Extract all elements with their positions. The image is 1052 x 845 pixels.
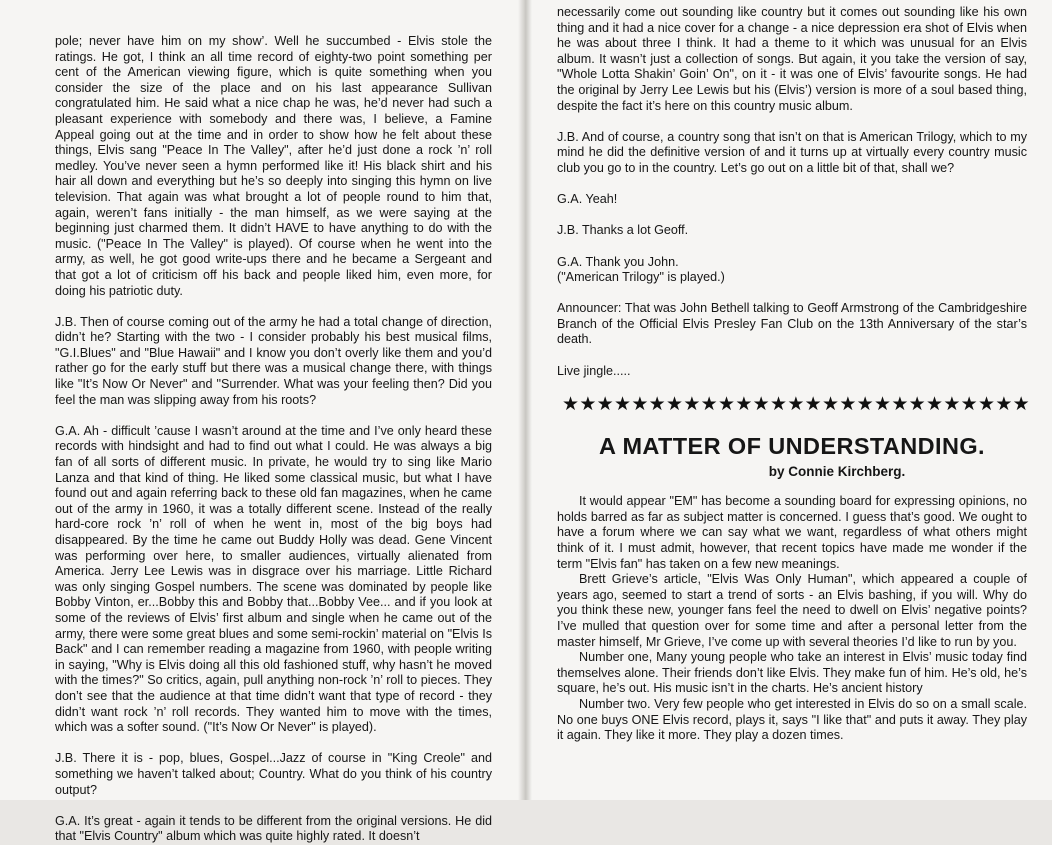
article-paragraph: Brett Grieve’s article, "Elvis Was Only Human", which appeared a couple of years ago, seemed to start a trend of sorts - an Elvis bashing, if you will. Why do you think these new, younger fans feel the need to dwell on Elvis’ negative points? I’ve mulled that question over for some time and after a personal letter from the master himself, Mr Grieve, I’ve come up with several theories I’d like to run by you.	[557, 572, 1027, 649]
body-paragraph: necessarily come out sounding like country but it comes out sounding like his own thing and it had a nice cover for a change - a nice depression era shot of Elvis when he was about three I think. It had a theme to it which was unusual for an Elvis album. It wasn’t just a collection of songs. But again, it you take the version of say, "Whole Lotta Shakin’ Goin’ On", on it - it was one of Elvis’ favourite songs. He had the original by Jerry Lee Lewis but his (Elvis’) version is more of a soul based thing, despite the fact it’s here on this country music album.	[557, 5, 1027, 113]
body-paragraph: J.B. There it is - pop, blues, Gospel...Jazz of course in "King Creole" and something we haven’t talked about; Country. What do you think of his country output?	[55, 751, 492, 797]
dialogue-line: G.A. Yeah!	[557, 192, 618, 207]
dialogue-line: J.B. Thanks a lot Geoff.	[557, 223, 689, 238]
left-page	[0, 0, 522, 844]
article-paragraph: Number two. Very few people who get interested in Elvis do so on a small scale. No one buys ONE Elvis record, plays it, says "I like that" and puts it away. They play it again. They like it more. They play a dozen times.	[557, 696, 1027, 743]
page-gutter	[518, 0, 532, 800]
right-page	[526, 0, 1052, 800]
body-paragraph: Announcer: That was John Bethell talking to Geoff Armstrong of the Cambridgeshire Branch of the Official Elvis Presley Fan Club on the 13th Anniversary of the star’s death.	[557, 301, 1027, 347]
article-paragraph: Number one, Many young people who take an interest in Elvis’ music today find themselves alone. Their friends don’t like Elvis. They make fun of him. He’s old, he’s square, he’s out. His music isn’t in the charts. He’s ancient history	[557, 650, 1027, 696]
dialogue-line: Live jingle.....	[557, 363, 631, 378]
article-byline: by Connie Kirchberg.	[768, 464, 906, 480]
body-paragraph: J.B. Then of course coming out of the army he had a total change of direction, didn’t he? Starting with the two - I consider probably his best musical films, "G.I.Blues" and "Blue Hawaii" and I know you don’t overly like them and you’d rather go for the early stuff but there was a musical change there, with things like "It’s Now Or Never" and "Surrender. What was your feeling then? Did you feel the man was slipping away from his roots?	[55, 314, 492, 407]
body-paragraph: G.A. Ah - difficult ’cause I wasn’t around at the time and I’ve only heard these records with hindsight and had to find out what I could. He was always a big fan of all sorts of different music. In private, he would try to sing like Mario Lanza and that kind of thing. He liked some classical music, but what I have found out and again referring back to these old fan magazines, when he came out of the army in 1960, it was a totally different scene. Instead of the really hard-core rock ’n’ roll of when he went in, most of the big boys had disappeared. By the time he came out Buddy Holly was dead. Gene Vincent was performing over here, to smaller audiences, virtually alienated from America. Jerry Lee Lewis was in disgrace over his marriage. Little Richard was only singing Gospel numbers. The scene was dominated by people like Bobby Vinton, er...Bobby this and Bobby that...Bobby Vee... and if you look at some of the reviews of Elvis’ first album and single when he came out of the army, there were some great blues and some semi-rockin’ material on "Elvis Is Back" and I can remember reading a magazine from 1960, with people writing in saying, "Why is Elvis doing all this old fashioned stuff, why hasn’t he moved with the times?" So critics, again, pull anything non-rock ’n’ roll to pieces. They don’t see that the audience at that time didn’t want that type of record - they didn’t want rock ’n’ roll records. They wanted him to move with the times, which was a softer sound. ("It’s Now Or Never" is played).	[55, 423, 492, 735]
article-paragraph: It would appear "EM" has become a sounding board for expressing opinions, no holds barred as far as subject matter is concerned. I guess that’s good. We ought to have a forum where we can say what we want, regardless of what others might think of it. I must admit, however, that recent topics have made me wonder if the term "Elvis fan" has taken on a few new meanings.	[557, 494, 1027, 571]
body-paragraph: G.A. It’s great - again it tends to be different from the original versions. He did that "Elvis Country" album which was quite highly rated. It doesn’t	[55, 813, 492, 844]
dialogue-line: G.A. Thank you John.	[557, 254, 679, 269]
article-title: A MATTER OF UNDERSTANDING.	[599, 433, 985, 460]
star-divider: ★★★★★★★★★★★★★★★★★★★★★★★★★★★	[562, 394, 1030, 416]
body-paragraph: pole; never have him on my show’. Well he succumbed - Elvis stole the ratings. He got, I think an all time record of eighty-two point something per cent of the American viewing figure, which is quite something when you consider the size of the place and on his last appearance Sullivan congratulated him. He said what a nice chap he was, he’d never had such a pleasant experience with somebody and there was, I believe, a Famine Appeal going out at the time and in order to show how he felt about these things, Elvis sang "Peace In The Valley", after he’d just done a rock ’n’ roll medley. You’ve never seen a hymn performed like it! His black shirt and his hair all down and everything but he’s so deeply into singing this hymn on live television. That again was what brought a lot of people round to him that, again, weren’t fans initially - the man himself, as we were saying at the beginning just charmed them. It didn’t HAVE to have anything to do with the music. ("Peace In The Valley" is played). Of course when he went into the army, as well, he got good write-ups there and he became a Sergeant and that got a lot of criticism off his back and people liked him, even more, for doing his patriotic duty.	[55, 34, 492, 298]
body-paragraph: J.B. And of course, a country song that isn’t on that is American Trilogy, which to my mind he did the definitive version of and it turns up at virtually every country music club you go to in the country. Let’s go out on a little bit of that, shall we?	[557, 129, 1027, 175]
dialogue-line: ("American Trilogy" is played.)	[557, 270, 725, 285]
